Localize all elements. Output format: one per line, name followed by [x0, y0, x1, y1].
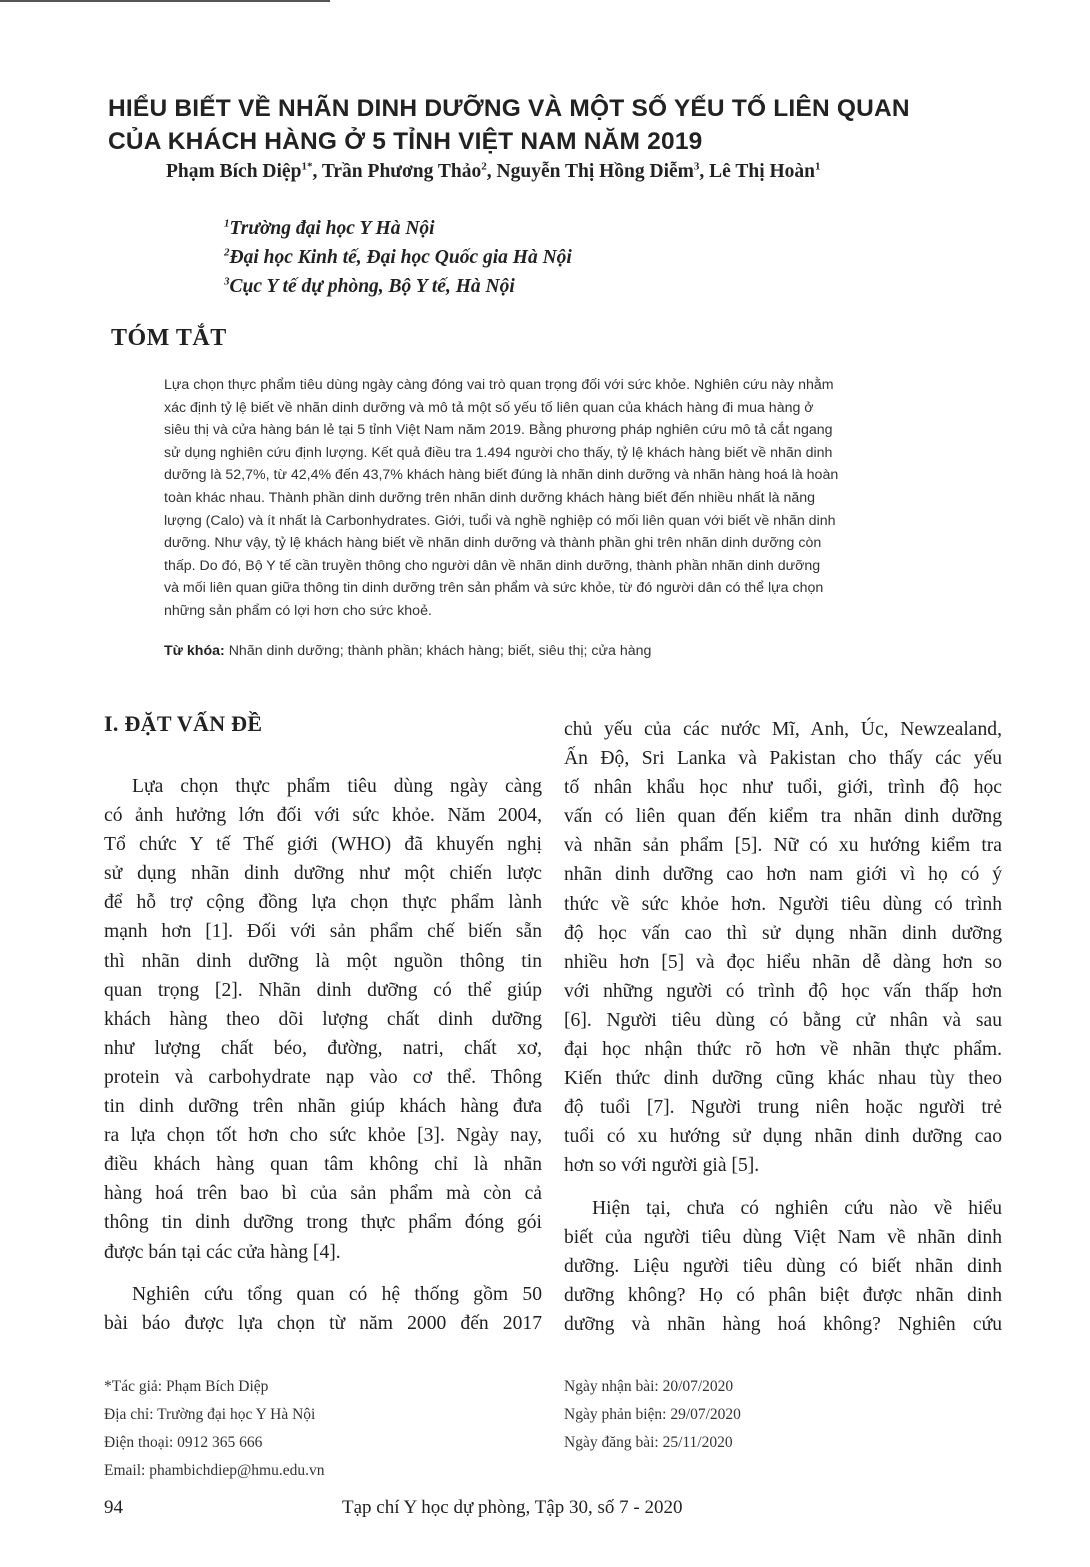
abstract-line: và mối liên quan giữa thông tin dinh dưỡng trên sản phẩm và sức khỏe, từ đó người dân có thể lựa chọn [164, 580, 824, 597]
body-line: và nhãn sản phẩm [5]. Nữ có xu hướng kiểm tra [564, 835, 1002, 857]
body-line: vấn có liên quan đến kiểm tra nhãn dinh dưỡng [564, 806, 1002, 828]
body-line: khách hàng theo dõi lượng chất dinh dưỡng [104, 1008, 542, 1030]
body-line: có ảnh hưởng lớn đối với sức khỏe. Năm 2004, [104, 805, 542, 827]
body-line: Tổ chức Y tế Thế giới (WHO) đã khuyến nghị [104, 834, 542, 856]
section-heading: I. ĐẶT VẤN ĐỀ [104, 711, 263, 736]
date-line: Ngày phản biện: 29/07/2020 [564, 1406, 741, 1423]
body-line: Ấn Độ, Sri Lanka và Pakistan cho thấy các yếu [564, 748, 1002, 770]
author-list [166, 158, 986, 186]
keywords [164, 640, 1002, 662]
abstract-heading: TÓM TẮT [111, 325, 227, 351]
body-line: ra lựa chọn tốt hơn cho sức khỏe [3]. Ngày nay, [104, 1125, 542, 1147]
body-line: dưỡng. Liệu người tiêu dùng có biết nhãn dinh [564, 1255, 1002, 1277]
abstract-line: toàn khác nhau. Thành phần dinh dưỡng trên nhãn dinh dưỡng khách hàng biết đến nhiều nhất là năng [164, 489, 816, 506]
author: Lê Thị Hoàn$^1$ [709, 160, 821, 182]
contact-line: Địa chỉ: Trường đại học Y Hà Nội [104, 1406, 316, 1423]
body-line: thức về sức khỏe hơn. Người tiêu dùng có trình [564, 893, 1002, 915]
body-line: thông tin dinh dưỡng trong thực phẩm đóng gói [104, 1212, 542, 1234]
right-column [564, 715, 1002, 1339]
body-line: độ tuổi [7]. Người trung niên hoặc người trẻ [564, 1097, 1002, 1119]
body-line: Lựa chọn thực phẩm tiêu dùng ngày càng [132, 776, 542, 797]
body-line: [6]. Người tiêu dùng có bằng cử nhân và sau [564, 1009, 1002, 1031]
body-line: Kiến thức dinh dưỡng cũng khác nhau tùy theo [564, 1068, 1002, 1090]
abstract-line: những sản phẩm có lợi hơn cho sức khoẻ. [164, 602, 432, 619]
contact-line: Email: phambichdiep@hmu.edu.vn [104, 1462, 325, 1479]
page-number: 94 [104, 1497, 123, 1518]
body-line: dưỡng và nhãn hàng hoá không? Nghiên cứu [564, 1313, 1002, 1335]
author-contact [104, 1373, 324, 1485]
body-line: mạnh hơn [1]. Đối với sản phẩm chế biến sẵn [104, 921, 542, 943]
abstract-line: dưỡng. Như vậy, tỷ lệ khách hàng biết về nhãn dinh dưỡng và thành phần ghi trên nhãn dinh dưỡng còn [164, 535, 822, 552]
abstract-body [164, 374, 1002, 623]
journal-citation: Tạp chí Y học dự phòng, Tập 30, số 7 - 2020 [342, 1497, 683, 1518]
keywords-text: Nhãn dinh dưỡng; thành phần; khách hàng; biết, siêu thị; cửa hàng [228, 643, 652, 659]
body-line: chủ yếu của các nước Mĩ, Anh, Úc, Newzealand, [564, 719, 1002, 740]
affiliation: $^1$Trường đại học Y Hà Nội [224, 217, 435, 239]
affiliation: $^2$Đại học Kinh tế, Đại học Quốc gia Hà Nội [224, 246, 572, 268]
body-line: hàng hoá trên bao bì của sản phẩm mà còn cả [104, 1183, 542, 1205]
author: Nguyễn Thị Hồng Diễm$^3$, [496, 160, 710, 182]
body-line: với những người có trình độ học vấn thấp hơn [564, 980, 1002, 1002]
left-column [104, 772, 542, 1338]
body-line: tin dinh dưỡng trên nhãn giúp khách hàng đưa [104, 1096, 542, 1118]
body-line: được bán tại các cửa hàng [4]. [104, 1241, 341, 1263]
author: Trần Phương Thảo$^2$, [321, 160, 497, 182]
body-line: tuổi có xu hướng sử dụng nhãn dinh dưỡng cao [564, 1126, 1002, 1148]
title-line-1: HIỂU BIẾT VỀ NHÃN DINH DƯỠNG VÀ MỘT SỐ YẾU TỐ LIÊN QUAN [108, 95, 910, 122]
title-line-2: CỦA KHÁCH HÀNG Ở 5 TỈNH VIỆT NAM NĂM 2019 [108, 128, 703, 155]
affiliation: $^3$Cục Y tế dự phòng, Bộ Y tế, Hà Nội [224, 275, 515, 297]
body-line: quan trọng [2]. Nhãn dinh dưỡng có thể giúp [104, 979, 542, 1001]
body-line: để hỗ trợ cộng đồng lựa chọn thực phẩm lành [104, 892, 542, 914]
abstract-line: Lựa chọn thực phẩm tiêu dùng ngày càng đóng vai trò quan trọng đối với sức khỏe. Nghiên cứu này nhằm [164, 377, 834, 393]
abstract-line: siêu thị và cửa hàng bán lẻ tại 5 tỉnh Việt Nam năm 2019. Bằng phương pháp nghiên cứu mô tả cắt ngang [164, 422, 833, 439]
affiliation-list [224, 214, 824, 301]
abstract-line: thấp. Do đó, Bộ Y tế cần truyền thông cho người dân về nhãn dinh dưỡng, thành phần nhãn dinh dưỡng [164, 557, 821, 574]
body-line: biết của người tiêu dùng Việt Nam về nhãn dinh [564, 1226, 1002, 1248]
contact-line: Điện thoại: 0912 365 666 [104, 1434, 263, 1451]
paragraph-gap [104, 1267, 542, 1280]
abstract-line: dưỡng là 52,7%, từ 42,4% đến 43,7% khách hàng biết đúng là nhãn dinh dưỡng và nhãn hàng hoá là hoàn [164, 467, 839, 484]
top-rule [0, 0, 330, 2]
body-line: hơn so với người già [5]. [564, 1155, 760, 1177]
body-line: thì nhãn dinh dưỡng là một nguồn thông tin [104, 950, 542, 972]
body-line: dưỡng không? Họ có phân biệt được nhãn dinh [564, 1284, 1002, 1306]
body-line: protein và carbohydrate nạp vào cơ thể. Thông [104, 1066, 542, 1088]
article-dates [564, 1373, 741, 1457]
author: Phạm Bích Diệp$^{1*}$, [166, 160, 322, 182]
date-line: Ngày đăng bài: 25/11/2020 [564, 1434, 733, 1451]
paper-title [108, 92, 1008, 158]
body-line: tố nhân khẩu học như tuổi, giới, trình độ học [564, 777, 1002, 799]
body-line: độ học vấn cao thì sử dụng nhãn dinh dưỡng [564, 922, 1002, 944]
body-line: đại học nhận thức rõ hơn về nhãn thực phẩm. [564, 1039, 1002, 1061]
body-line: nhiều hơn [5] và đọc hiểu nhãn dễ dàng hơn so [564, 951, 1002, 973]
body-line: bài báo được lựa chọn từ năm 2000 đến 2017 [104, 1312, 542, 1334]
body-line: như lượng chất béo, đường, natri, chất xơ, [104, 1037, 542, 1059]
abstract-line: xác định tỷ lệ biết về nhãn dinh dưỡng và mô tả một số yếu tố liên quan của khách hàng đi mua hàng ở [164, 399, 814, 416]
date-line: Ngày nhận bài: 20/07/2020 [564, 1378, 734, 1395]
abstract-line: lượng (Calo) và ít nhất là Carbonhydrates. Giới, tuổi và nghề nghiệp có mối liên quan với biết về nhãn dinh [164, 512, 836, 529]
body-line: điều khách hàng quan tâm không chỉ là nhãn [104, 1154, 542, 1176]
body-line: Hiện tại, chưa có nghiên cứu nào về hiểu [592, 1197, 1002, 1219]
body-line: sử dụng nhãn dinh dưỡng như một chiến lược [104, 863, 542, 885]
keywords-label: Từ khóa: [164, 643, 225, 659]
body-line: Nghiên cứu tổng quan có hệ thống gồm 50 [132, 1283, 542, 1305]
abstract-line: sử dụng nghiên cứu định lượng. Kết quả điều tra 1.494 người cho thấy, tỷ lệ khách hàng biết về nhãn dinh [164, 444, 833, 461]
body-line: nhãn dinh dưỡng cao hơn nam giới vì họ có ý [564, 864, 1002, 886]
paragraph-gap [564, 1181, 1002, 1194]
contact-line: *Tác giả: Phạm Bích Diệp [104, 1378, 269, 1395]
